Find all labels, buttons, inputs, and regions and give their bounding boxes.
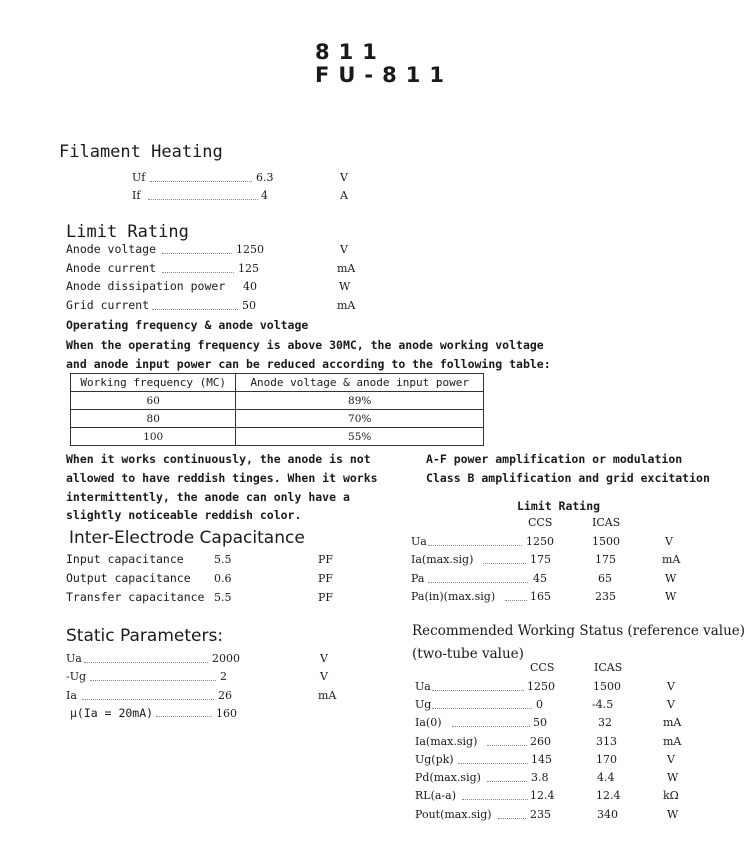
table-cell: 89% xyxy=(236,392,484,410)
limit-rating-heading: Limit Rating xyxy=(66,222,189,242)
table-cell: 100 xyxy=(71,428,236,446)
anode-color-note: slightly noticeable reddish color. xyxy=(66,508,302,522)
inter-electrode-heading: Inter-Electrode Capacitance xyxy=(69,528,305,548)
recommended-status-heading: Recommended Working Status (reference value) xyxy=(412,623,746,639)
table-row xyxy=(71,392,484,410)
af-application-note: Class B amplification and grid excitation xyxy=(426,471,710,485)
table-header-row xyxy=(71,374,484,392)
static-parameters-heading: Static Parameters: xyxy=(66,626,224,646)
table-cell: 80 xyxy=(71,410,236,428)
column-header-ccs: CCS xyxy=(528,516,553,529)
anode-color-note: allowed to have reddish tinges. When it works xyxy=(66,471,378,485)
table-cell: 60 xyxy=(71,392,236,410)
anode-color-note: When it works continuously, the anode is not xyxy=(66,452,371,466)
table-row xyxy=(71,428,484,446)
af-limit-rating-heading: Limit Rating xyxy=(517,499,601,513)
column-header-icas: ICAS xyxy=(592,516,621,529)
frequency-table xyxy=(70,373,484,446)
table-header-cell: Working frequency (MC) xyxy=(71,374,236,392)
af-application-note: A-F power amplification or modulation xyxy=(426,452,683,466)
table-cell: 55% xyxy=(236,428,484,446)
table-header-cell: Anode voltage & anode input power xyxy=(236,374,484,392)
operating-frequency-note: and anode input power can be reduced according to the following table: xyxy=(66,357,551,371)
anode-color-note: intermittently, the anode can only have a xyxy=(66,490,350,504)
tube-model-subtitle: FU-811 xyxy=(315,63,453,87)
column-header-icas: ICAS xyxy=(594,661,623,674)
table-cell: 70% xyxy=(236,410,484,428)
filament-heading: Filament Heating xyxy=(59,142,223,162)
recommended-status-subheading: (two-tube value) xyxy=(412,646,524,662)
operating-frequency-note-title: Operating frequency & anode voltage xyxy=(66,318,309,332)
tube-model-title: 811 xyxy=(315,40,386,64)
table-row xyxy=(71,410,484,428)
operating-frequency-note: When the operating frequency is above 30MC, the anode working voltage xyxy=(66,338,544,352)
column-header-ccs: CCS xyxy=(530,661,555,674)
